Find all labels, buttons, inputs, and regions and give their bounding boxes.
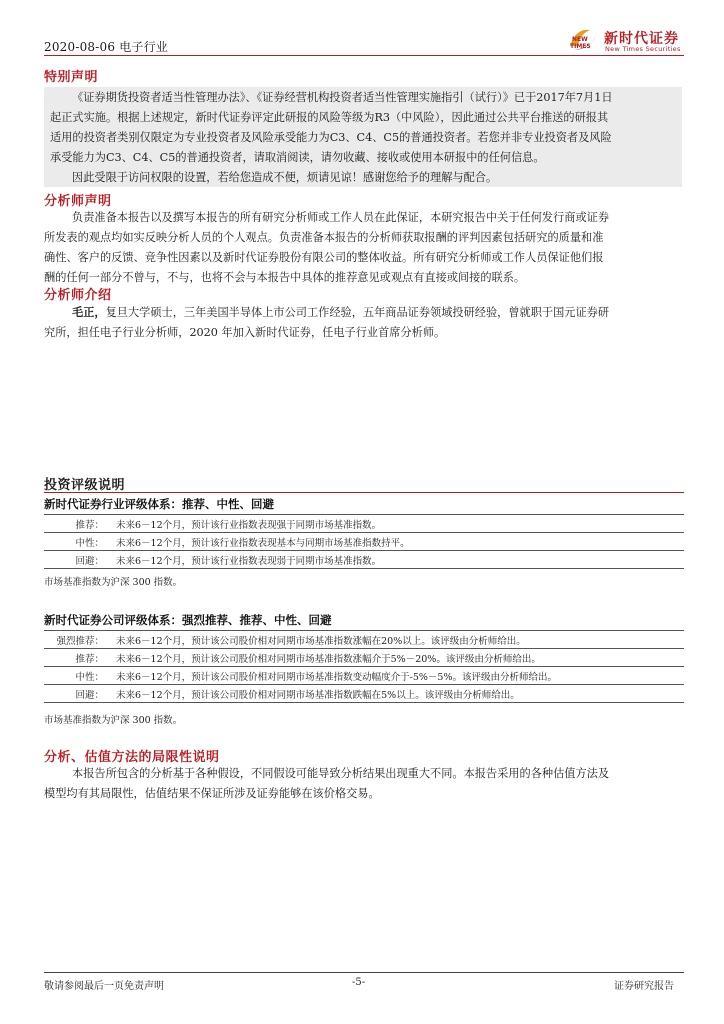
rating-desc: 未来6－12个月，预计该行业指数表现强于同期市场基准指数。 xyxy=(108,515,684,533)
analyst-statement-line-3: 确性、客户的反馈、竞争性因素以及新时代证券股份有限公司的整体收益。所有研究分析师或工作人员保证他们报 xyxy=(44,251,604,264)
footer-disclaimer-ref: 敬请参阅最后一页免责声明 xyxy=(44,981,164,992)
rating-key: 中性： xyxy=(44,533,108,551)
analyst-statement-body xyxy=(44,208,684,288)
header-date-sector: 2020-08-06 电子行业 xyxy=(44,40,169,54)
table-row xyxy=(44,685,684,703)
rating-key: 回避： xyxy=(44,685,108,703)
analyst-statement-line-1: 负责准备本报告以及撰写本报告的所有研究分析师或工作人员在此保证，本研究报告中关于任何发行商或证券 xyxy=(72,211,610,224)
table-row xyxy=(44,515,684,533)
special-statement-line-2: 起正式实施。根据上述规定，新时代证券评定此研报的风险等级为R3（中风险），因此通过公共平台推送的研报其 xyxy=(50,111,609,124)
logo-mark-icon xyxy=(568,26,598,54)
table-row xyxy=(44,631,684,649)
analyst-intro-body xyxy=(44,302,684,343)
footer-rule xyxy=(44,972,684,973)
industry-rating-subtitle: 新时代证券行业评级体系：推荐、中性、回避 xyxy=(44,497,274,511)
analyst-intro-line-1 xyxy=(44,302,684,323)
analyst-statement-line-2: 所发表的观点均如实反映分析人员的个人观点。负责准备本报告的分析师获取报酬的评判因素包括研究的质量和准 xyxy=(44,231,604,244)
limitations-line-2: 模型均有其局限性，估值结果不保证所涉及证券能够在该价格交易。 xyxy=(44,787,380,800)
rating-desc: 未来6－12个月，预计该行业指数表现基本与同期市场基准指数持平。 xyxy=(108,533,684,551)
analyst-intro-title: 分析师介绍 xyxy=(44,288,112,303)
analyst-statement-line-4: 酬的任何一部分不曾与，不与，也将不会与本报告中具体的推荐意见或观点有直接或间接的联系。 xyxy=(44,271,526,284)
limitations-line-1: 本报告所包含的分析基于各种假设，不同假设可能导致分析结果出现重大不同。本报告采用的各种估值方法及 xyxy=(72,767,610,780)
limitations-body xyxy=(44,764,684,804)
special-statement-line-5: 因此受限于访问权限的设置，若给您造成不便，烦请见谅！感谢您给予的理解与配合。 xyxy=(72,171,498,184)
special-statement-line-4: 承受能力为C3、C4、C5的普通投资者，请取消阅读，请勿收藏、接收或使用本研报中的任何信息。 xyxy=(50,151,545,164)
rating-title-rule xyxy=(44,492,684,493)
rating-desc: 未来6－12个月，预计该公司股价相对同期市场基准指数变动幅度介于-5%－5%。该评级由分析师给出。 xyxy=(108,667,684,685)
analyst-intro-text-1: 复旦大学硕士，三年美国半导体上市公司工作经验，五年商品证券领域投研经验，曾就职于国元证券研 xyxy=(105,306,610,319)
special-statement-title: 特别声明 xyxy=(44,70,99,85)
table-row xyxy=(44,649,684,667)
rating-desc: 未来6－12个月，预计该公司股价相对同期市场基准指数跌幅在5%以上。该评级由分析师给出。 xyxy=(108,685,684,703)
logo-cn: 新时代证券 xyxy=(604,31,679,47)
rating-title: 投资评级说明 xyxy=(44,478,126,493)
company-rating-table xyxy=(44,630,684,703)
table-row xyxy=(44,533,684,551)
analyst-statement-title: 分析师声明 xyxy=(44,194,112,209)
special-statement-line-3: 适用的投资者类别仅限定为专业投资者及风险承受能力为C3、C4、C5的普通投资者。若您并非专业投资者及风险 xyxy=(50,131,612,144)
rating-key: 回避： xyxy=(44,551,108,569)
analyst-intro-line-2: 究所，担任电子行业分析师，2020 年加入新时代证券，任电子行业首席分析师。 xyxy=(44,326,446,339)
rating-desc: 未来6－12个月，预计该公司股价相对同期市场基准指数涨幅在20%以上。该评级由分析师给出。 xyxy=(108,631,684,649)
header-rule xyxy=(44,55,684,56)
industry-rating-table xyxy=(44,514,684,569)
logo-en: New Times Securities xyxy=(605,45,681,53)
company-logo xyxy=(568,26,688,56)
logo-mark-text-1: NEW xyxy=(572,36,588,43)
table-row xyxy=(44,551,684,569)
company-rating-note: 市场基准指数为沪深 300 指数。 xyxy=(44,715,183,726)
rating-key: 推荐： xyxy=(44,515,108,533)
logo-mark-text-2: TIMES xyxy=(570,43,591,50)
footer-report-type: 证券研究报告 xyxy=(614,981,674,992)
rating-desc: 未来6－12个月，预计该公司股价相对同期市场基准指数涨幅介于5%－20%。该评级由分析师给出。 xyxy=(108,649,684,667)
rating-key: 强烈推荐： xyxy=(44,631,108,649)
company-rating-subtitle: 新时代证券公司评级体系：强烈推荐、推荐、中性、回避 xyxy=(44,613,332,627)
rating-key: 中性： xyxy=(44,667,108,685)
analyst-name: 毛正， xyxy=(72,305,106,319)
special-statement-box xyxy=(44,87,682,187)
page-number: -5- xyxy=(352,977,366,988)
special-statement-line-1: 《证券期货投资者适当性管理办法》、《证券经营机构投资者适当性管理实施指引（试行）》已于2017年7月1日 xyxy=(72,91,613,104)
limitations-title: 分析、估值方法的局限性说明 xyxy=(44,750,220,765)
table-row xyxy=(44,667,684,685)
rating-desc: 未来6－12个月，预计该行业指数表现弱于同期市场基准指数。 xyxy=(108,551,684,569)
rating-key: 推荐： xyxy=(44,649,108,667)
industry-rating-note: 市场基准指数为沪深 300 指数。 xyxy=(44,577,183,588)
